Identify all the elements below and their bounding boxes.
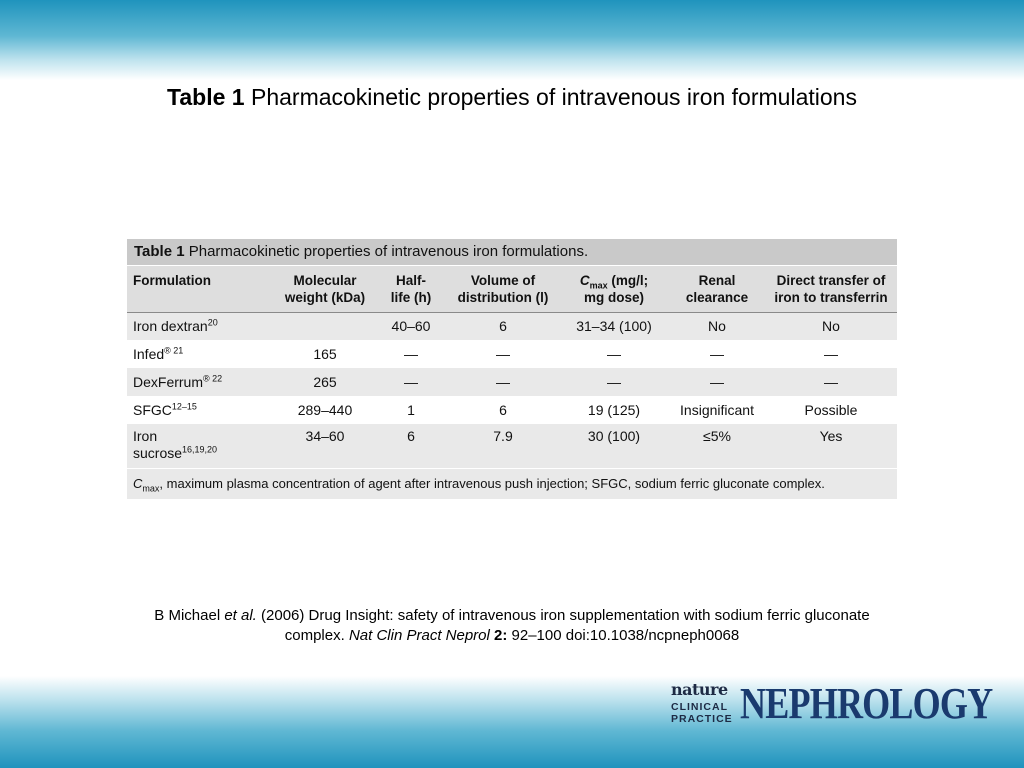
- cell-direct: —: [824, 346, 838, 362]
- cell-cmax: 30 (100): [587, 428, 641, 444]
- header-molecular-weight: Molecular weight (kDa): [284, 272, 366, 305]
- header-volume-distribution: Volume of distribution (l): [457, 272, 549, 305]
- slide-title-text: Pharmacokinetic properties of intravenous iron formulations: [244, 84, 857, 110]
- table-row: [127, 368, 897, 396]
- cell-direct: —: [824, 374, 838, 390]
- cell-formulation: Infed$^{® 21}$: [133, 344, 184, 362]
- cell-half-life: 1: [407, 402, 415, 418]
- cell-renal: No: [708, 318, 726, 335]
- table-row: [127, 312, 897, 340]
- cell-direct: Possible: [804, 402, 858, 418]
- cell-molecular-weight: 265: [313, 374, 337, 390]
- cell-molecular-weight: 165: [313, 346, 337, 362]
- cell-direct: No: [822, 318, 840, 335]
- cell-half-life: 6: [407, 428, 415, 444]
- cell-molecular-weight: [275, 312, 375, 340]
- cell-formulation: Iron dextran$^{20}$: [133, 317, 218, 334]
- journal-logo: [671, 679, 993, 728]
- cell-cmax: 31–34 (100): [576, 318, 652, 335]
- cell-formulation: DexFerrum$^{® 22}$: [133, 372, 223, 390]
- cell-molecular-weight: 34–60: [305, 428, 345, 444]
- table-row: [127, 424, 897, 468]
- table-row: [127, 340, 897, 368]
- logo-clinical-text: CLINICAL: [671, 701, 728, 713]
- cell-volume: 6: [499, 402, 507, 418]
- cell-formulation: Iron sucrose$^{16,19,20}$: [133, 428, 218, 461]
- header-half-life: Half- life (h): [390, 272, 432, 305]
- header-row: [127, 266, 897, 312]
- slide-title: [0, 84, 1024, 111]
- cell-molecular-weight: 289–440: [297, 402, 353, 418]
- logo-nephrology-text: NEPHROLOGY: [740, 679, 993, 728]
- header-cmax: $C_{max}$ (mg/l; mg dose): [579, 272, 649, 305]
- table-caption-text: Pharmacokinetic properties of intravenous iron formulations.: [184, 243, 589, 260]
- cell-formulation: SFGC$^{12-15}$: [133, 400, 197, 418]
- citation: B Michael et al. (2006) Drug Insight: safety of intravenous iron supplementation with sodium ferric gluconate complex. Nat Clin Pract Neprol 2: 92–100 doi:10.1038/ncpneph0068: [154, 607, 870, 644]
- cell-volume: 7.9: [493, 428, 513, 444]
- cell-half-life: —: [404, 346, 418, 362]
- cell-renal: —: [710, 374, 724, 390]
- cell-cmax: —: [607, 374, 621, 390]
- table-row: [127, 396, 897, 424]
- cell-renal: Insignificant: [680, 402, 754, 418]
- cell-volume: —: [496, 346, 510, 362]
- cell-half-life: 40–60: [391, 318, 431, 335]
- table-footnote: $C_{max}$, maximum plasma concentration of agent after intravenous push injection; SFGC, sodium ferric gluconate complex.: [127, 468, 897, 499]
- data-table: [127, 266, 897, 468]
- cell-cmax: —: [607, 346, 621, 362]
- header-direct-transfer: Direct transfer of iron to transferrin: [774, 272, 888, 305]
- pharmacokinetic-table: [127, 239, 897, 499]
- header-renal-clearance: Renal clearance: [685, 272, 749, 305]
- logo-nature-text: nature: [671, 680, 728, 699]
- cell-direct: Yes: [819, 428, 843, 444]
- cell-half-life: —: [404, 374, 418, 390]
- header-formulation: Formulation: [133, 272, 211, 288]
- cell-renal: —: [710, 346, 724, 362]
- logo-practice-text: PRACTICE: [671, 713, 733, 725]
- table-caption: [127, 239, 897, 266]
- top-gradient-band: [0, 0, 1024, 80]
- cell-volume: —: [496, 374, 510, 390]
- cell-renal: ≤5%: [703, 428, 731, 444]
- table-caption-bold: Table 1: [134, 243, 185, 260]
- cell-cmax: 19 (125): [587, 402, 641, 418]
- cell-volume: 6: [499, 318, 507, 335]
- slide-title-bold: Table 1: [167, 84, 245, 110]
